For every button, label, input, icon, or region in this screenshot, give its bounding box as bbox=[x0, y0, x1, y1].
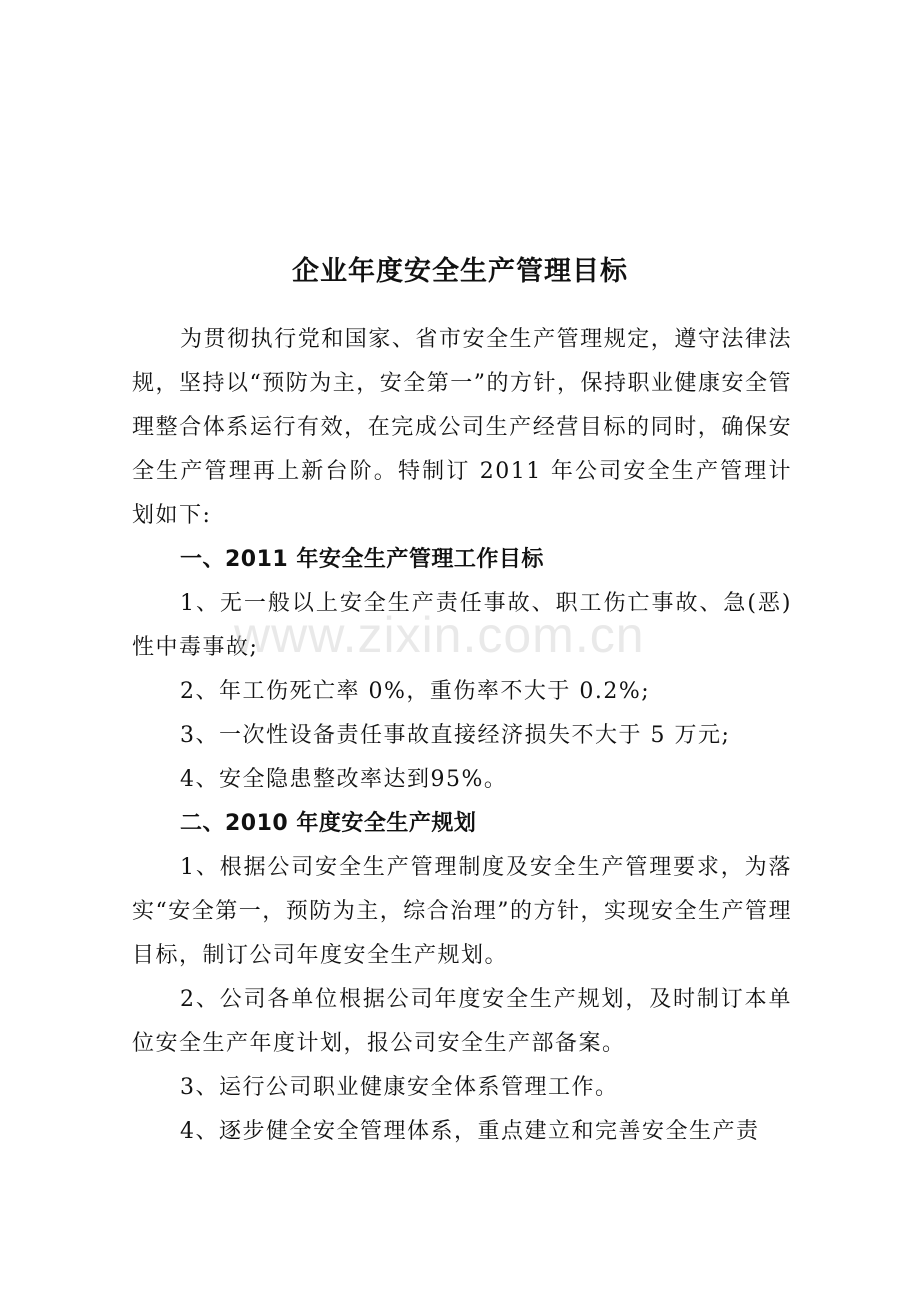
document-title: 企业年度安全生产管理目标 bbox=[292, 256, 628, 287]
plan-item: 2、公司各单位根据公司年度安全生产规划，及时制订本单位安全生产年度计划，报公司安全生产部备案。 bbox=[132, 987, 792, 1056]
plan-item: 1、根据公司安全生产管理制度及安全生产管理要求，为落实“安全第一，预防为主，综合治理”的方针，实现安全生产管理目标，制订公司年度安全生产规划。 bbox=[132, 855, 792, 968]
section-heading-plan: 二、2010 年度安全生产规划 bbox=[180, 811, 477, 836]
document-body bbox=[132, 318, 792, 1154]
watermark-text: www.zixin.com.cn bbox=[234, 607, 645, 663]
plan-item: 4、逐步健全安全管理体系，重点建立和完善安全生产责 bbox=[180, 1119, 760, 1144]
goal-item: 4、安全隐患整改率达到95%。 bbox=[180, 767, 508, 792]
goal-item: 1、无一般以上安全生产责任事故、职工伤亡事故、急(恶)性中毒事故; bbox=[132, 591, 792, 660]
goal-item: 3、一次性设备责任事故直接经济损失不大于 5 万元; bbox=[180, 723, 731, 748]
section-heading-goals: 一、2011 年安全生产管理工作目标 bbox=[180, 547, 544, 572]
goal-item: 2、年工伤死亡率 0%，重伤率不大于 0.2%; bbox=[180, 679, 651, 704]
plan-item: 3、运行公司职业健康安全体系管理工作。 bbox=[180, 1075, 619, 1100]
intro-paragraph: 为贯彻执行党和国家、省市安全生产管理规定，遵守法律法规，坚持以“预防为主，安全第一”的方针，保持职业健康安全管理整合体系运行有效，在完成公司生产经营目标的同时，确保安全生产管理再上新台阶。特制订 2011 年公司安全生产管理计划如下: bbox=[132, 327, 792, 528]
